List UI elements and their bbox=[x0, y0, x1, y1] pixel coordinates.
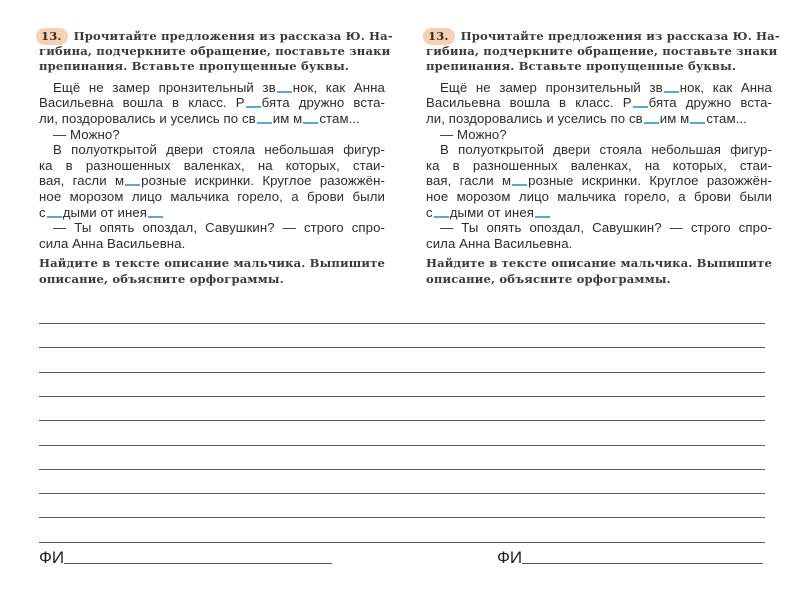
text-fragment: ное морозом лицо мальчика горело, а брови были bbox=[39, 188, 385, 204]
text-fragment: бята дружно вста- bbox=[648, 95, 772, 111]
text-fragment: им м bbox=[659, 110, 690, 126]
missing-letter-blank[interactable] bbox=[644, 122, 659, 124]
answer-line[interactable] bbox=[39, 323, 765, 324]
missing-letter-blank[interactable] bbox=[633, 106, 648, 108]
text-fragment: нок, как Анна bbox=[292, 79, 385, 95]
instruction-text: препинания. Вставьте пропущенные буквы. bbox=[426, 59, 737, 74]
exercise-text bbox=[426, 80, 772, 252]
missing-letter-blank[interactable] bbox=[535, 216, 550, 218]
text-fragment: розные искринки. Круглое разожжён- bbox=[528, 173, 772, 189]
text-line bbox=[426, 158, 772, 174]
text-line bbox=[39, 189, 385, 205]
exercise-number-badge: 13. bbox=[36, 28, 68, 45]
exercise-card-right bbox=[426, 28, 780, 288]
answer-line[interactable] bbox=[39, 469, 765, 470]
text-fragment: сила Анна Васильевна. bbox=[39, 235, 186, 251]
exercise-task bbox=[426, 256, 772, 287]
missing-letter-blank[interactable] bbox=[664, 91, 679, 93]
text-line bbox=[426, 127, 772, 143]
missing-letter-blank[interactable] bbox=[690, 122, 705, 124]
text-line bbox=[39, 80, 385, 96]
instruction-text: гибина, подчеркните обращение, поставьте знаки bbox=[39, 43, 391, 58]
text-line bbox=[39, 158, 385, 174]
answer-line[interactable] bbox=[39, 542, 765, 543]
text-line bbox=[39, 236, 385, 252]
text-fragment: В полуоткрытой двери стояла небольшая фигур- bbox=[53, 142, 385, 158]
answer-line[interactable] bbox=[39, 445, 765, 446]
text-fragment: Васильевна вошла в класс. Р bbox=[39, 95, 245, 111]
text-fragment: — Ты опять опоздал, Савушкин? — строго спро- bbox=[53, 220, 385, 236]
exercise-number-badge: 13. bbox=[423, 28, 455, 45]
text-line bbox=[39, 111, 385, 127]
signature-field-right[interactable] bbox=[497, 548, 763, 568]
text-line bbox=[426, 220, 772, 236]
text-fragment: нок, как Анна bbox=[679, 79, 772, 95]
text-fragment: дыми от инея bbox=[449, 204, 535, 220]
task-line: описание, объясните орфограммы. bbox=[426, 271, 671, 286]
signature-underline[interactable] bbox=[522, 563, 763, 564]
text-line bbox=[39, 95, 385, 111]
text-fragment: ное морозом лицо мальчика горело, а брови были bbox=[426, 188, 772, 204]
answer-line[interactable] bbox=[39, 493, 765, 494]
text-line bbox=[39, 127, 385, 143]
text-fragment: бята дружно вста- bbox=[261, 95, 385, 111]
instruction-line bbox=[426, 59, 772, 75]
text-fragment: дыми от инея bbox=[62, 204, 148, 220]
answer-line[interactable] bbox=[39, 517, 765, 518]
missing-letter-blank[interactable] bbox=[512, 184, 527, 186]
text-line bbox=[426, 173, 772, 189]
text-line bbox=[426, 205, 772, 221]
instruction-text: Прочитайте предложения из рассказа Ю. На- bbox=[460, 29, 780, 43]
instruction-line bbox=[426, 43, 778, 60]
text-fragment: Ещё не замер пронзительный зв bbox=[440, 79, 663, 95]
instruction-line bbox=[426, 28, 780, 44]
signature-underline[interactable] bbox=[64, 563, 332, 564]
text-fragment: вая, гасли м bbox=[39, 173, 125, 189]
missing-letter-blank[interactable] bbox=[148, 216, 163, 218]
signature-label: ФИ bbox=[497, 548, 523, 567]
instruction-text: препинания. Вставьте пропущенные буквы. bbox=[39, 59, 350, 74]
text-line bbox=[426, 80, 772, 96]
text-fragment: вая, гасли м bbox=[426, 173, 512, 189]
task-line: Найдите в тексте описание мальчика. Выпишите bbox=[39, 256, 385, 271]
text-line bbox=[39, 142, 385, 158]
signature-field-left[interactable] bbox=[39, 548, 332, 568]
text-fragment: стам... bbox=[319, 110, 360, 126]
instruction-line bbox=[39, 43, 391, 60]
text-fragment: стам... bbox=[706, 110, 747, 126]
answer-line[interactable] bbox=[39, 420, 765, 421]
text-line bbox=[426, 236, 772, 252]
text-fragment: ли, поздоровались и уселись по св bbox=[39, 110, 256, 126]
task-line: описание, объясните орфограммы. bbox=[39, 271, 284, 286]
text-fragment: В полуоткрытой двери стояла небольшая фигур- bbox=[440, 142, 772, 158]
missing-letter-blank[interactable] bbox=[47, 216, 62, 218]
exercise-instruction bbox=[39, 28, 393, 75]
text-fragment: — Можно? bbox=[53, 126, 120, 142]
instruction-line bbox=[39, 59, 385, 75]
text-fragment: Васильевна вошла в класс. Р bbox=[426, 95, 632, 111]
missing-letter-blank[interactable] bbox=[125, 184, 140, 186]
task-line: Найдите в тексте описание мальчика. Выпишите bbox=[426, 256, 772, 271]
instruction-text: гибина, подчеркните обращение, поставьте знаки bbox=[426, 43, 778, 58]
answer-line[interactable] bbox=[39, 396, 765, 397]
instruction-text: Прочитайте предложения из рассказа Ю. На- bbox=[73, 29, 393, 43]
text-fragment: — Можно? bbox=[440, 126, 507, 142]
text-line bbox=[426, 95, 772, 111]
text-line bbox=[426, 189, 772, 205]
text-line bbox=[426, 111, 772, 127]
text-fragment: — Ты опять опоздал, Савушкин? — строго спро- bbox=[440, 220, 772, 236]
text-fragment: розные искринки. Круглое разожжён- bbox=[141, 173, 385, 189]
missing-letter-blank[interactable] bbox=[434, 216, 449, 218]
text-fragment: ли, поздоровались и уселись по св bbox=[426, 110, 643, 126]
text-fragment: с bbox=[426, 204, 433, 220]
text-fragment: ка в разношенных валенках, на которых, стаи- bbox=[39, 157, 385, 173]
answer-line[interactable] bbox=[39, 372, 765, 373]
exercise-task bbox=[39, 256, 385, 287]
signature-label: ФИ bbox=[39, 548, 65, 567]
text-fragment: с bbox=[39, 204, 46, 220]
missing-letter-blank[interactable] bbox=[246, 106, 261, 108]
missing-letter-blank[interactable] bbox=[277, 91, 292, 93]
text-fragment: ка в разношенных валенках, на которых, стаи- bbox=[426, 157, 772, 173]
answer-line[interactable] bbox=[39, 347, 765, 348]
text-fragment: Ещё не замер пронзительный зв bbox=[53, 79, 276, 95]
exercise-text bbox=[39, 80, 385, 252]
text-line bbox=[39, 173, 385, 189]
instruction-line bbox=[39, 28, 393, 44]
exercise-instruction bbox=[426, 28, 780, 75]
text-line bbox=[39, 205, 385, 221]
text-fragment: им м bbox=[272, 110, 303, 126]
missing-letter-blank[interactable] bbox=[303, 122, 318, 124]
exercise-card-left bbox=[39, 28, 393, 288]
text-fragment: сила Анна Васильевна. bbox=[426, 235, 573, 251]
missing-letter-blank[interactable] bbox=[257, 122, 272, 124]
text-line bbox=[39, 220, 385, 236]
text-line bbox=[426, 142, 772, 158]
